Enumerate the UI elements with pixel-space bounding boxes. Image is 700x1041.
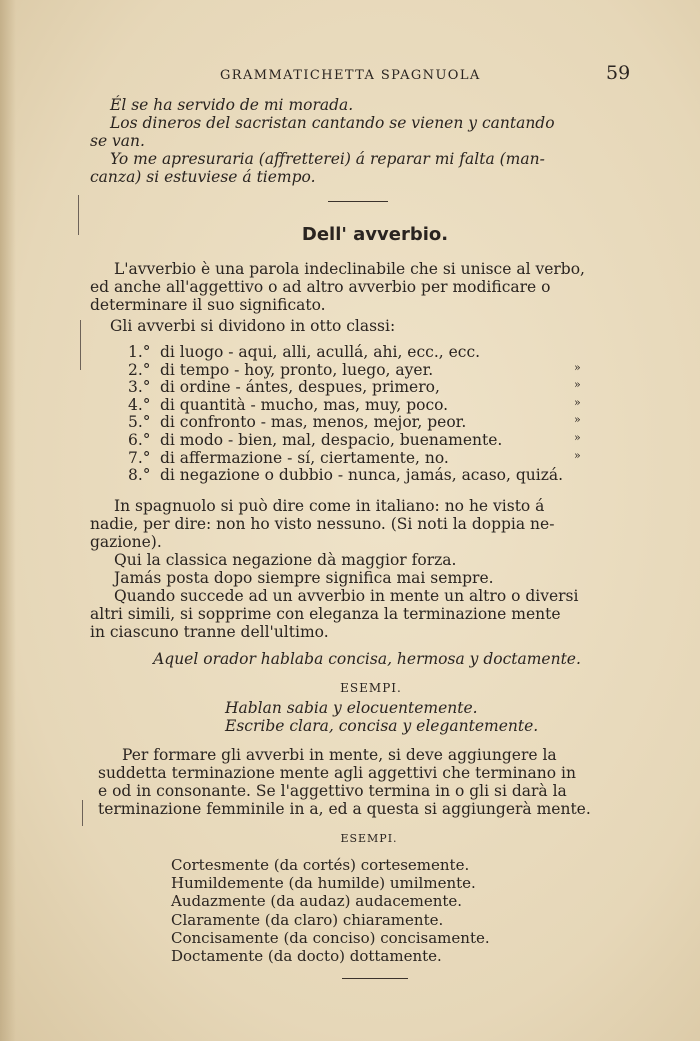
intro-line: Yo me apresuraria (affretterei) á reparar mi falta (man- — [110, 150, 545, 168]
text-line: in ciascuno tranne dell'ultimo. — [90, 623, 329, 641]
list-number: 5.° — [128, 413, 151, 432]
example-line: Audazmente (da audaz) audacemente. — [171, 892, 463, 911]
list-number: 2.° — [128, 360, 151, 379]
section-divider — [328, 201, 388, 202]
esempi-list — [225, 699, 645, 735]
text-line: Per formare gli avverbi in mente, si deve aggiungere la — [122, 746, 557, 764]
intro-line: Los dineros del sacristan cantando se vienen y cantando — [110, 114, 555, 132]
text-line: determinare il suo significato. — [90, 296, 326, 314]
text-line: altri simili, si sopprime con eleganza la terminazione mente — [90, 605, 561, 623]
text-line: In spagnuolo si può dire come in italiano: no he visto á — [114, 497, 545, 515]
list-item — [128, 343, 658, 361]
list-number: 4.° — [128, 395, 151, 414]
list-item — [128, 466, 658, 484]
list-item — [128, 431, 658, 449]
ditto-mark: » — [574, 430, 581, 444]
force-paragraph — [90, 551, 656, 587]
list-item — [128, 396, 658, 414]
example-line: Hablan sabia y elocuentemente. — [225, 699, 478, 717]
running-title: GRAMMATICHETTA SPAGNUOLA — [220, 68, 481, 83]
list-text: di tempo - hoy, pronto, luego, ayer. — [160, 360, 434, 379]
margin-mark — [80, 320, 81, 370]
text-line: terminazione femminile in a, ed a questa si aggiungerà mente. — [98, 800, 591, 818]
margin-mark — [82, 800, 83, 826]
running-header — [0, 62, 700, 86]
example-line: Cortesmente (da cortés) cortesemente. — [171, 856, 470, 874]
list-text: di modo - bien, mal, despacio, buenamente. — [160, 430, 503, 449]
list-number: 7.° — [128, 448, 151, 467]
intro-examples — [90, 96, 656, 186]
ditto-mark: » — [574, 413, 581, 427]
example-orador: Aquel orador hablaba concisa, hermosa y doctamente. — [153, 650, 581, 668]
list-item — [128, 413, 658, 431]
example-line: Escribe clara, concisa y elegantemente. — [225, 717, 539, 735]
adverb-classes-list — [128, 343, 658, 484]
example-line: Claramente (da claro) chiaramente. — [171, 910, 444, 929]
page-spine-shadow — [0, 0, 16, 1041]
formation-paragraph — [98, 746, 658, 818]
example-line: Humildemente (da humilde) umilmente. — [171, 874, 476, 893]
list-number: 3.° — [128, 378, 151, 397]
margin-mark — [78, 195, 79, 235]
list-text: di negazione o dubbio - nunca, jamás, acaso, quizá. — [160, 466, 564, 485]
ditto-mark: » — [574, 378, 581, 392]
text-line: e od in consonante. Se l'aggettivo termina in o gli si darà la — [98, 782, 567, 800]
intro-line: Él se ha servido de mi morada. — [110, 96, 354, 114]
list-number: 1.° — [128, 343, 151, 361]
intro-line: canza) si estuviese á tiempo. — [90, 168, 316, 186]
ditto-mark: » — [574, 448, 581, 462]
example-line: Concisamente (da conciso) concisamente. — [171, 928, 490, 947]
ditto-mark: » — [574, 360, 581, 374]
esempi-label: ESEMPI. — [340, 681, 402, 695]
esempi-label: ESEMPI. — [340, 832, 398, 845]
list-text: di affermazione - sí, ciertamente, no. — [160, 448, 449, 467]
list-text: di ordine - ántes, despues, primero, — [160, 378, 440, 397]
text-line: Quando succede ad un avverbio in mente un altro o diversi — [114, 587, 579, 605]
section-title: Dell' avverbio. — [301, 224, 449, 245]
page-number: 59 — [606, 62, 631, 84]
list-item — [128, 378, 658, 396]
ditto-mark: » — [574, 395, 581, 409]
text-line: gazione). — [90, 533, 162, 551]
list-text: di luogo - aqui, alli, acullá, ahi, ecc., ecc. — [160, 343, 481, 361]
derivation-list — [171, 856, 490, 965]
suppress-paragraph — [90, 587, 656, 641]
list-item — [128, 449, 658, 467]
text-line: L'avverbio è una parola indeclinabile che si unisce al verbo, — [114, 260, 585, 278]
text-line: Qui la classica negazione dà maggior forza. — [114, 551, 457, 569]
example-line: Doctamente (da docto) dottamente. — [171, 947, 442, 966]
intro-line: se van. — [90, 132, 145, 150]
text-line: nadie, per dire: non ho visto nessuno. (Si noti la doppia ne- — [90, 515, 555, 533]
list-number: 8.° — [128, 466, 151, 485]
classes-intro: Gli avverbi si dividono in otto classi: — [110, 317, 396, 335]
negation-paragraph — [90, 497, 656, 551]
list-item — [128, 361, 658, 379]
text-line: suddetta terminazione mente agli aggettivi che terminano in — [98, 764, 576, 782]
definition-paragraph — [90, 260, 656, 314]
list-text: di confronto - mas, menos, mejor, peor. — [160, 413, 467, 432]
text-line: ed anche all'aggettivo o ad altro avverbio per modificare o — [90, 278, 551, 296]
list-number: 6.° — [128, 430, 151, 449]
text-line: Jamás posta dopo siempre significa mai sempre. — [114, 569, 494, 587]
closing-divider — [342, 978, 408, 979]
list-text: di quantità - mucho, mas, muy, poco. — [160, 395, 449, 414]
